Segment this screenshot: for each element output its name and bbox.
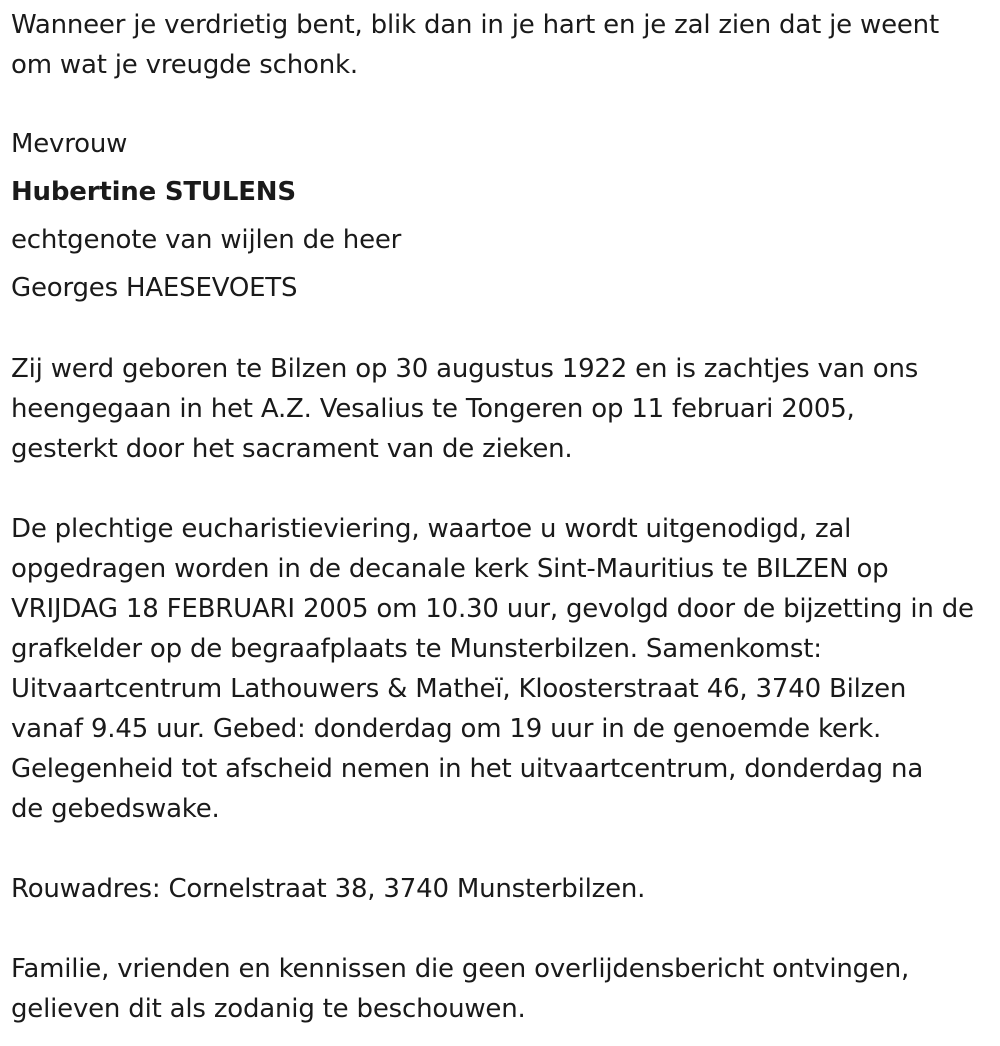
ceremony-line: opgedragen worden in de decanale kerk Sint-Mauritius te BILZEN op [11,554,889,584]
ceremony-line: VRIJDAG 18 FEBRUARI 2005 om 10.30 uur, gevolgd door de bijzetting in de [11,594,974,624]
birth-death-line: Zij werd geboren te Bilzen op 30 augustus 1922 en is zachtjes van ons [11,354,919,384]
salutation: Mevrouw [11,129,128,159]
birth-death-line: gesterkt door het sacrament van de zieken. [11,434,573,464]
quote-line: om wat je vreugde schonk. [11,50,358,80]
ceremony-line: Uitvaartcentrum Lathouwers & Matheï, Kloosterstraat 46, 3740 Bilzen [11,674,907,704]
closing-line: gelieven dit als zodanig te beschouwen. [11,994,526,1024]
closing-line: Familie, vrienden en kennissen die geen overlijdensbericht ontvingen, [11,954,910,984]
relation-text: echtgenote van wijlen de heer [11,225,402,255]
ceremony-line: vanaf 9.45 uur. Gebed: donderdag om 19 uur in de genoemde kerk. [11,714,882,744]
ceremony-line: Gelegenheid tot afscheid nemen in het uitvaartcentrum, donderdag na [11,754,924,784]
spouse-name: Georges HAESEVOETS [11,273,298,303]
quote-line: Wanneer je verdrietig bent, blik dan in je hart en je zal zien dat je weent [11,10,939,40]
birth-death-line: heengegaan in het A.Z. Vesalius te Tongeren op 11 februari 2005, [11,394,855,424]
deceased-name: Hubertine STULENS [11,177,296,207]
ceremony-line: de gebedswake. [11,794,220,824]
ceremony-line: De plechtige eucharistieviering, waartoe u wordt uitgenodigd, zal [11,514,852,544]
mourning-address: Rouwadres: Cornelstraat 38, 3740 Munsterbilzen. [11,874,646,904]
ceremony-line: grafkelder op de begraafplaats te Munsterbilzen. Samenkomst: [11,634,822,664]
